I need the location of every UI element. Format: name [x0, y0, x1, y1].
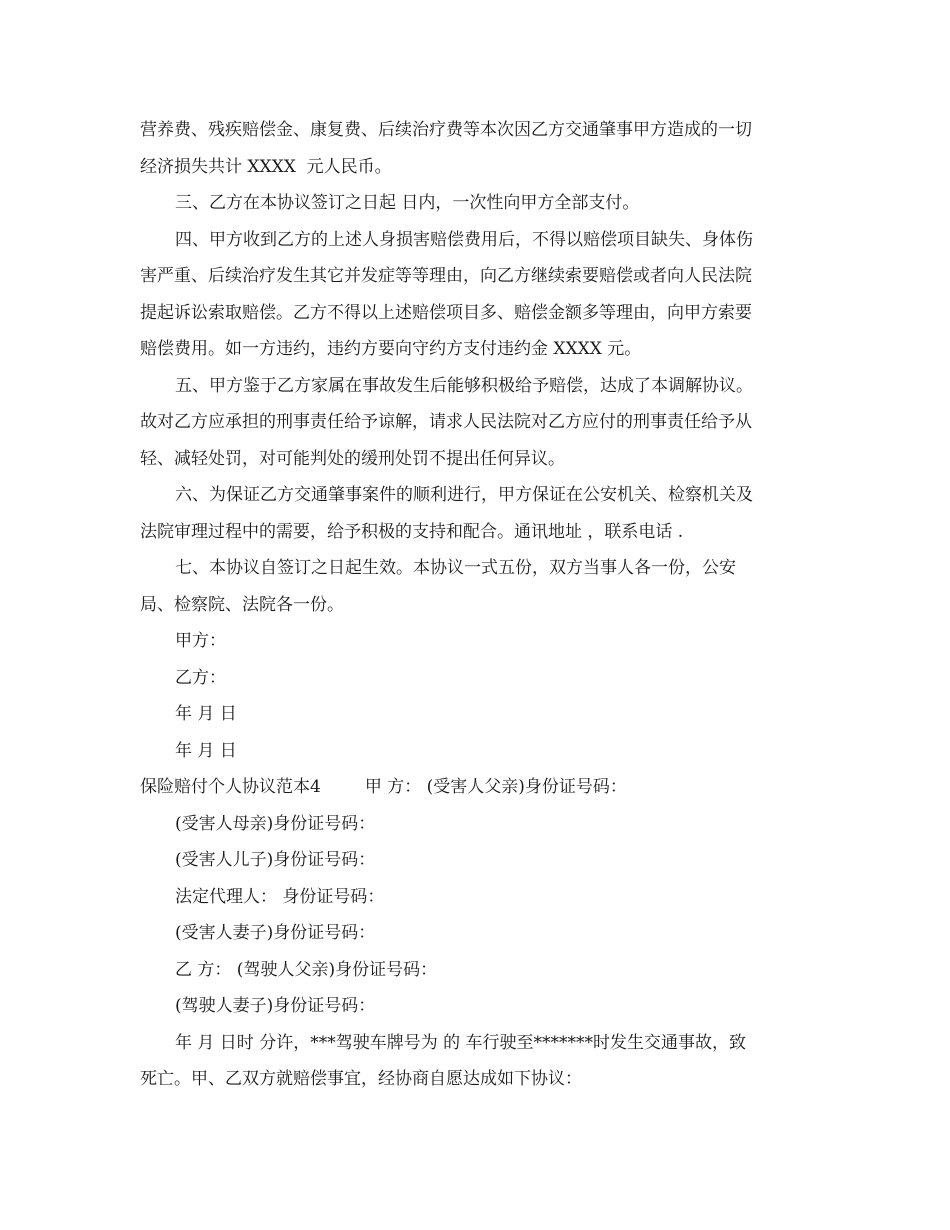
paragraph-line: 局、检察院、法院各一份。 — [140, 594, 344, 615]
paragraph-line: 死亡。甲、乙双方就赔偿事宜，经协商自愿达成如下协议： — [140, 1069, 582, 1089]
paragraph-line: 故对乙方应承担的刑事责任给予谅解，请求人民法院对乙方应付的刑事责任给予从 — [140, 412, 752, 432]
paragraph-line: 赔偿费用。如一方违约，违约方要向守约方支付违约金 XXXX 元。 — [140, 339, 642, 359]
party-a-mother-id: (受害人母亲)身份证号码： — [175, 813, 376, 834]
paragraph-line: 营养费、残疾赔偿金、康复费、后续治疗费等本次因乙方交通肇事甲方造成的一切 — [140, 120, 752, 140]
clause-3: 三、乙方在本协议签订之日起 日内，一次性向甲方全部支付。 — [175, 193, 640, 213]
party-b-father-id: 乙 方： (驾驶人父亲)身份证号码： — [175, 959, 438, 980]
legal-representative-id: 法定代理人： 身份证号码： — [175, 886, 385, 907]
party-b-signature: 乙方： — [175, 667, 226, 688]
template-heading-line — [140, 769, 812, 806]
party-b-wife-id: (驾驶人妻子)身份证号码： — [175, 996, 376, 1016]
paragraph-line: 经济损失共计 XXXX 元人民币。 — [140, 156, 392, 177]
party-a-father-id: 甲 方： (受害人父亲)身份证号码： — [364, 777, 627, 797]
party-a-signature: 甲方： — [175, 631, 226, 651]
party-a-wife-id: (受害人妻子)身份证号码： — [175, 923, 376, 943]
clause-6: 六、为保证乙方交通肇事案件的顺利进行，甲方保证在公安机关、检察机关及 — [175, 485, 753, 505]
template-title: 保险赔付个人协议范本4 — [140, 777, 321, 797]
signature-date: 年 月 日 — [175, 740, 237, 761]
clause-5: 五、甲方鉴于乙方家属在事故发生后能够积极给予赔偿，达成了本调解协议。 — [175, 375, 753, 396]
paragraph-line: 轻、减轻处罚，对可能判处的缓刑处罚不提出任何异议。 — [140, 448, 565, 469]
paragraph-line: 提起诉讼索取赔偿。乙方不得以上述赔偿项目多、赔偿金额多等理由，向甲方索要 — [140, 302, 752, 323]
document-body — [140, 112, 812, 1098]
paragraph-line: 法院审理过程中的需要，给予积极的支持和配合。通讯地址 ，联系电话 . — [140, 521, 684, 542]
signature-date: 年 月 日 — [175, 704, 237, 724]
paragraph-line: 害严重、后续治疗发生其它并发症等等理由，向乙方继续索要赔偿或者向人民法院 — [140, 266, 752, 286]
clause-4: 四、甲方收到乙方的上述人身损害赔偿费用后，不得以赔偿项目缺失、身体伤 — [175, 229, 753, 250]
accident-description: 年 月 日时 分许，***驾驶车牌号为 的 车行驶至*******时发生交通事故，致 — [175, 1032, 747, 1053]
clause-7: 七、本协议自签订之日起生效。本协议一式五份，双方当事人各一份，公安 — [175, 558, 736, 578]
party-a-son-id: (受害人儿子)身份证号码： — [175, 850, 376, 870]
